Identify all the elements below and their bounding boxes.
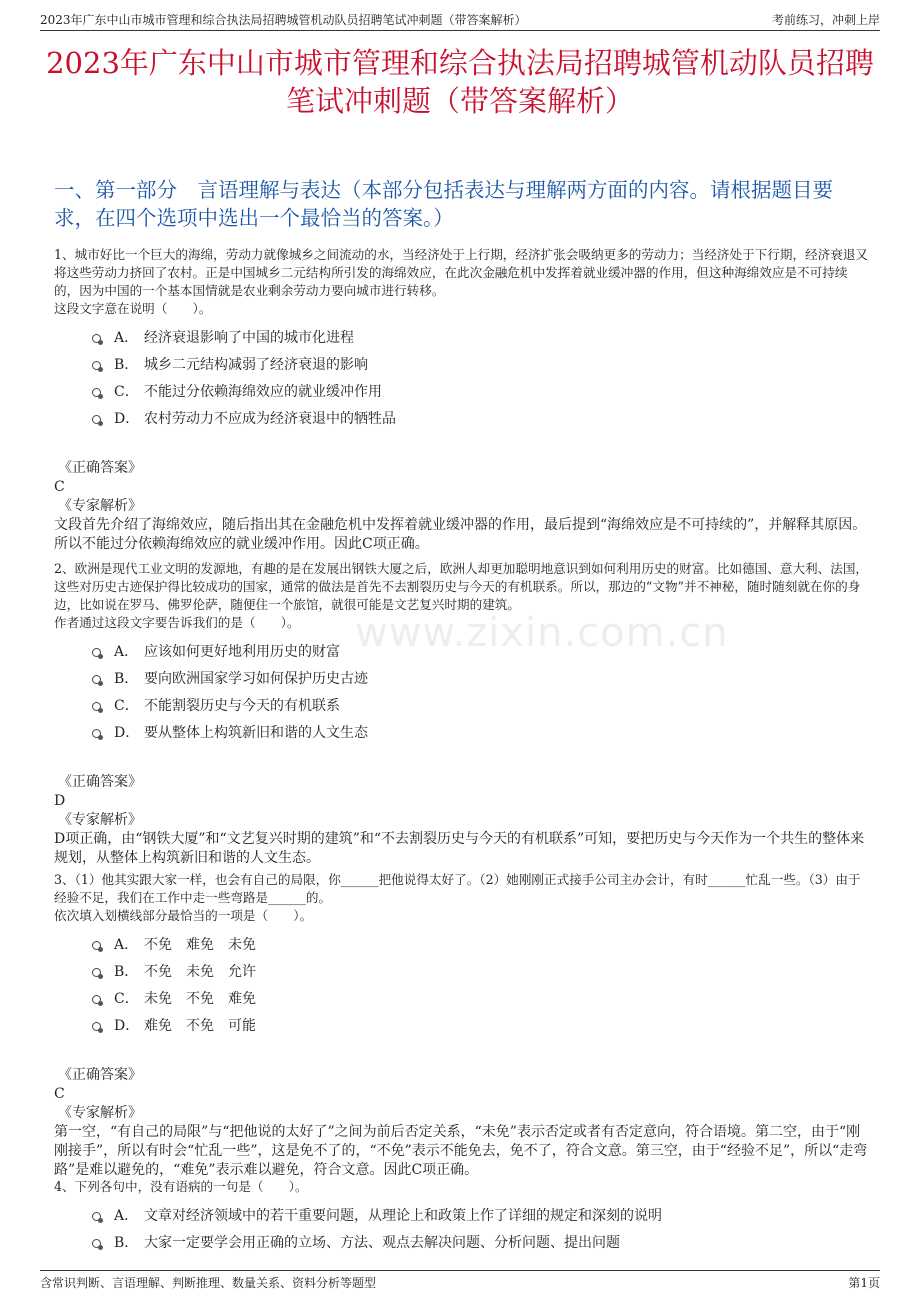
- option-c[interactable]: [92, 379, 868, 406]
- answer-label: 《正确答案》: [58, 774, 142, 790]
- option-text: 农村劳动力不应成为经济衰退中的牺牲品: [144, 411, 396, 427]
- analysis-label: 《专家解析》: [58, 812, 142, 828]
- option-text: 要从整体上构筑新旧和谐的人文生态: [144, 725, 368, 741]
- header-doc-title: 2023年广东中山市城市管理和综合执法局招聘城管机动队员招聘笔试冲刺题（带答案解析）: [40, 13, 527, 27]
- option-b[interactable]: [92, 666, 868, 693]
- option-c[interactable]: [92, 986, 868, 1013]
- page-footer: [40, 1270, 880, 1293]
- question-stem: 4、下列各句中，没有语病的一句是（ ）。: [54, 1179, 308, 1194]
- question-1: [54, 246, 868, 554]
- option-key: A．: [114, 1208, 139, 1224]
- page-number: 第1页: [848, 1276, 880, 1290]
- question-4: [54, 1178, 868, 1257]
- footer-topics: 含常识判断、言语理解、判断推理、数量关系、资料分析等题型: [40, 1276, 377, 1290]
- question-prompt: 依次填入划横线部分最恰当的一项是（ ）。: [54, 908, 313, 923]
- options-list: [92, 325, 868, 433]
- radio-icon[interactable]: [92, 334, 101, 343]
- answer-block: [54, 773, 868, 868]
- option-b[interactable]: [92, 1230, 868, 1257]
- answer-value: C: [54, 1086, 65, 1102]
- option-text: 不能割裂历史与今天的有机联系: [144, 698, 340, 714]
- radio-icon[interactable]: [92, 415, 101, 424]
- radio-icon[interactable]: [92, 1239, 101, 1248]
- option-text: 城乡二元结构减弱了经济衰退的影响: [144, 357, 368, 373]
- analysis-label: 《专家解析》: [58, 498, 142, 514]
- option-text: 不免 难免 未免: [144, 937, 256, 953]
- radio-icon[interactable]: [92, 729, 101, 738]
- option-a[interactable]: [92, 932, 868, 959]
- option-d[interactable]: [92, 720, 868, 747]
- option-b[interactable]: [92, 352, 868, 379]
- option-a[interactable]: [92, 325, 868, 352]
- radio-icon[interactable]: [92, 1212, 101, 1221]
- watermark: www.zixin.com.cn: [355, 610, 729, 656]
- option-d[interactable]: [92, 1013, 868, 1040]
- option-a[interactable]: [92, 1203, 868, 1230]
- option-c[interactable]: [92, 693, 868, 720]
- option-key: B．: [114, 964, 139, 980]
- option-text: 应该如何更好地利用历史的财富: [144, 644, 340, 660]
- radio-icon[interactable]: [92, 702, 101, 711]
- option-text: 大家一定要学会用正确的立场、方法、观点去解决问题、分析问题、提出问题: [144, 1235, 620, 1251]
- document-title: 2023年广东中山市城市管理和综合执法局招聘城管机动队员招聘笔试冲刺题（带答案解析）: [46, 46, 874, 118]
- radio-icon[interactable]: [92, 388, 101, 397]
- option-text: 未免 不免 难免: [144, 991, 256, 1007]
- option-key: A．: [114, 330, 139, 346]
- option-key: D．: [114, 411, 140, 427]
- analysis-label: 《专家解析》: [58, 1105, 142, 1121]
- option-key: B．: [114, 357, 139, 373]
- question-3: [54, 871, 868, 1180]
- option-key: B．: [114, 671, 139, 687]
- analysis-text: 第一空，“有自己的局限”与“把他说的太好了”之间为前后否定关系，“未免”表示否定或者有否定意向，符合语境。第二空，由于“刚刚接手”，所以有时会“忙乱一些”，这是免不了的，“不免”表示不能免去，免不了，符合文意。第三空，由于“经验不足”，所以“走弯路”是难以避免的，“难免”表示难以避免，符合文意。因此C项正确。: [54, 1124, 868, 1178]
- answer-value: D: [54, 793, 66, 809]
- analysis-text: 文段首先介绍了海绵效应，随后指出其在金融危机中发挥着就业缓冲器的作用，最后提到“海绵效应是不可持续的”，并解释其原因。所以不能过分依赖海绵效应的就业缓冲作用。因此C项正确。: [54, 517, 867, 552]
- radio-icon[interactable]: [92, 361, 101, 370]
- option-text: 文章对经济领域中的若干重要问题，从理论上和政策上作了详细的规定和深刻的说明: [144, 1208, 662, 1224]
- option-key: A．: [114, 937, 139, 953]
- radio-icon[interactable]: [92, 675, 101, 684]
- option-text: 经济衰退影响了中国的城市化进程: [144, 330, 354, 346]
- option-b[interactable]: [92, 959, 868, 986]
- option-text: 要向欧洲国家学习如何保护历史古迹: [144, 671, 368, 687]
- question-prompt: 作者通过这段文字要告诉我们的是（ ）。: [54, 615, 300, 630]
- option-key: A．: [114, 644, 139, 660]
- question-stem: 3、（1）他其实跟大家一样，也会有自己的局限，你______把他说得太好了。（2）她刚刚正式接手公司主办会计，有时______忙乱一些。（3）由于经验不足，我们在工作中走一些弯路是______的。: [54, 872, 861, 905]
- question-2: [54, 560, 868, 868]
- options-list: [92, 1203, 868, 1257]
- question-stem: 1、城市好比一个巨大的海绵，劳动力就像城乡之间流动的水，当经济处于上行期，经济扩张会吸纳更多的劳动力；当经济处于下行期，经济衰退又将这些劳动力挤回了农村。正是中国城乡二元结构所引发的海绵效应，在此次金融危机中发挥着就业缓冲器的作用，但这种海绵效应是不可持续的，因为中国的一个基本国情就是农业剩余劳动力要向城市进行转移。: [54, 247, 869, 298]
- question-prompt: 这段文字意在说明（ ）。: [54, 301, 212, 316]
- option-text: 不免 未免 允许: [144, 964, 256, 980]
- option-key: C．: [114, 384, 139, 400]
- option-text: 难免 不免 可能: [144, 1018, 256, 1034]
- radio-icon[interactable]: [92, 941, 101, 950]
- radio-icon[interactable]: [92, 648, 101, 657]
- option-key: C．: [114, 698, 139, 714]
- option-key: B．: [114, 1235, 139, 1251]
- page-header: [40, 10, 880, 31]
- header-slogan: 考前练习，冲刺上岸: [771, 13, 880, 27]
- section-heading: 一、第一部分 言语理解与表达（本部分包括表达与理解两方面的内容。请根据题目要求，在四个选项中选出一个最恰当的答案。）: [54, 178, 833, 230]
- option-d[interactable]: [92, 406, 868, 433]
- answer-block: [54, 459, 868, 554]
- question-stem: 2、欧洲是现代工业文明的发源地，有趣的是在发展出钢铁大厦之后，欧洲人却更加聪明地意识到如何利用历史的财富。比如德国、意大利、法国，这些对历史古迹保护得比较成功的国家，通常的做法是首先不去割裂历史与今天的有机联系。所以，那边的“文物”并不神秘，随时随刻就在你的身边，比如说在罗马、佛罗伦萨，随便住一个旅馆，就很可能是文艺复兴时期的建筑。: [54, 561, 869, 612]
- options-list: [92, 932, 868, 1040]
- option-text: 不能过分依赖海绵效应的就业缓冲作用: [144, 384, 382, 400]
- answer-label: 《正确答案》: [58, 460, 142, 476]
- analysis-text: D项正确，由“钢铁大厦”和“文艺复兴时期的建筑”和“不去割裂历史与今天的有机联系”可知，要把历史与今天作为一个共生的整体来规划，从整体上构筑新旧和谐的人文生态。: [54, 831, 865, 866]
- answer-label: 《正确答案》: [58, 1067, 142, 1083]
- radio-icon[interactable]: [92, 1022, 101, 1031]
- radio-icon[interactable]: [92, 968, 101, 977]
- option-key: D．: [114, 1018, 140, 1034]
- answer-value: C: [54, 479, 65, 495]
- option-key: C．: [114, 991, 139, 1007]
- answer-block: [54, 1066, 868, 1180]
- radio-icon[interactable]: [92, 995, 101, 1004]
- option-key: D．: [114, 725, 140, 741]
